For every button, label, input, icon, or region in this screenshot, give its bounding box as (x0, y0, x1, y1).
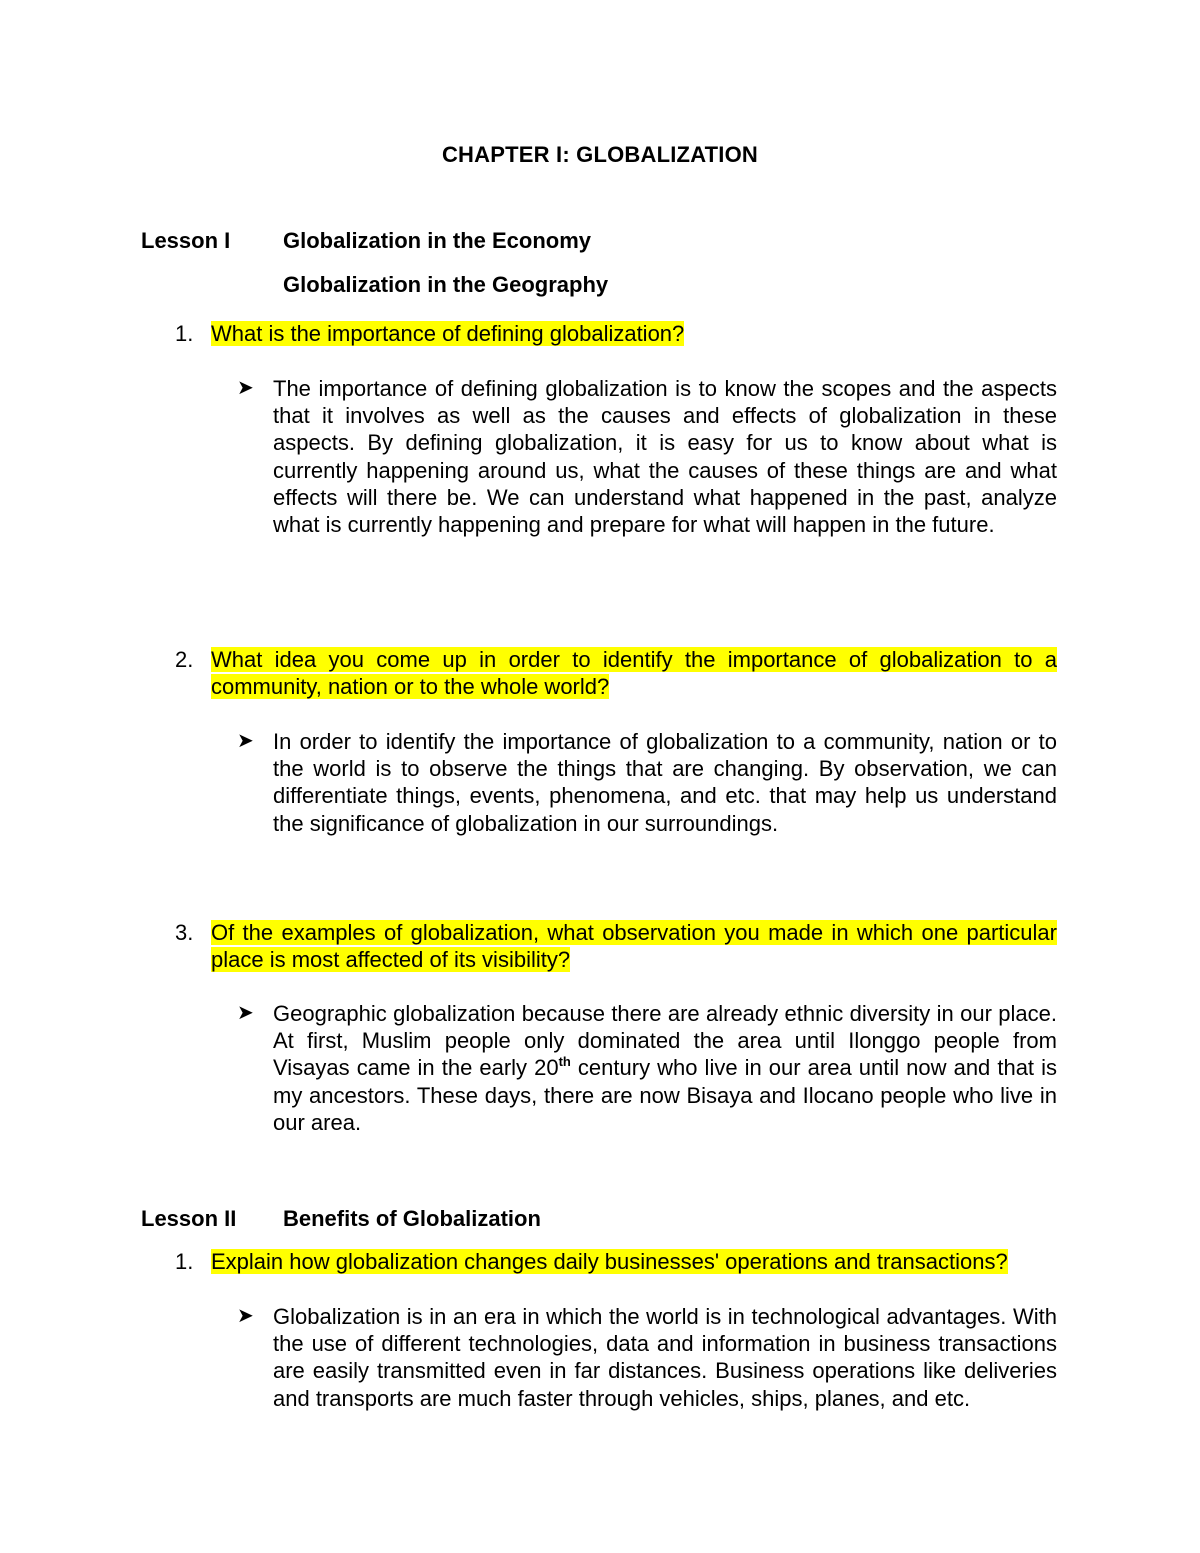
answer-3-ordinal: th (558, 1054, 571, 1070)
question-3-highlight: Of the examples of globalization, what observation you made in which one particular place is most affected of its visibility? (211, 920, 1057, 972)
question-2-number: 2. (175, 647, 194, 672)
lesson-2-question-1-highlight: Explain how globalization changes daily businesses' operations and transactions? (211, 1249, 1008, 1274)
chapter-title: CHAPTER I: GLOBALIZATION (441, 142, 759, 167)
answer-3-part-2: century who live in our area until now and that is my ancestors. These days, there are now Bisaya and Ilocano people who live in our area. (273, 1055, 1057, 1135)
answer-3 (273, 1000, 1057, 1136)
question-1-highlight: What is the importance of defining globalization? (211, 321, 685, 346)
lesson-2-label: Lesson II (141, 1206, 237, 1231)
question-2-text (211, 646, 1057, 700)
arrowhead-bullet-icon: ➤ (237, 1305, 254, 1327)
lesson-1-topic-economy: Globalization in the Economy (283, 228, 592, 253)
arrowhead-bullet-icon: ➤ (237, 1002, 254, 1024)
lesson-2-answer-1: Globalization is in an era in which the world is in technological advantages. With the use of different technologies, data and information in business transactions are easily transmitted even in far distances. Business operations like deliveries and transports are much faster through vehicles, ships, planes, and etc. (273, 1304, 1057, 1411)
arrowhead-bullet-icon: ➤ (237, 377, 254, 399)
lesson-2-question-1-text (211, 1248, 1057, 1275)
question-3-number: 3. (175, 920, 194, 945)
answer-3-part-1: Geographic globalization because there are already ethnic diversity in our place. At first, Muslim people only dominated the area until Ilonggo people from Visayas came in the early 20 (273, 1001, 1057, 1081)
arrowhead-bullet-icon: ➤ (237, 730, 254, 752)
lesson-1-topic-geography: Globalization in the Geography (283, 272, 609, 297)
question-1-number: 1. (175, 321, 194, 346)
question-1-text (211, 320, 1057, 347)
question-3-text (211, 919, 1057, 973)
answer-2: In order to identify the importance of globalization to a community, nation or to the world is to observe the things that are changing. By observation, we can differentiate things, events, phenomena, and etc. that may help us understand the significance of globalization in our surroundings. (273, 729, 1057, 836)
answer-1: The importance of defining globalization is to know the scopes and the aspects that it involves as well as the causes and effects of globalization in these aspects. By defining globalization, it is easy for us to know about what is currently happening around us, what the causes of these things are and what effects will there be. We can understand what happened in the past, analyze what is currently happening and prepare for what will happen in the future. (273, 376, 1057, 538)
lesson-1-label: Lesson I (141, 228, 231, 253)
lesson-2-topic: Benefits of Globalization (283, 1206, 541, 1231)
question-2-highlight: What idea you come up in order to identify the importance of globalization to a community, nation or to the whole world? (211, 647, 1057, 699)
lesson-2-question-1-number: 1. (175, 1249, 194, 1274)
